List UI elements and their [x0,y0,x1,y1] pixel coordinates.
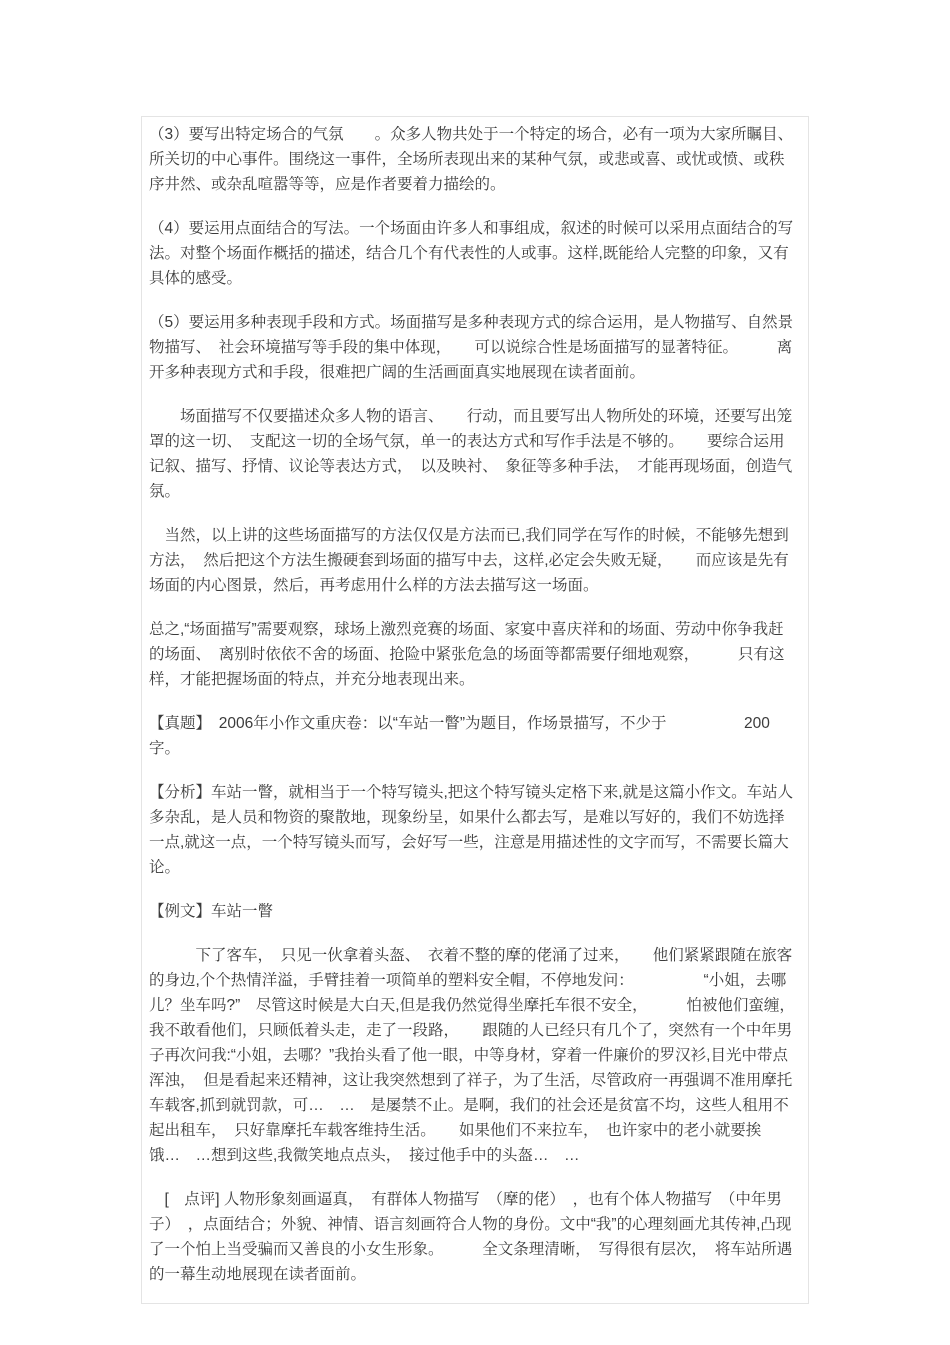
paragraph-exam-question: 【真题】 2006年小作文重庆卷：以“车站一瞥”为题目，作场景描写，不少于 200字。 [149,715,770,757]
paragraph-point-5-multiple-methods: （5）要运用多种表现手段和方式。场面描写是多种表现方式的综合运用，是人物描写、自然景物描写、 社会环境描写等手段的集中体现， 可以说综合性是场面描写的显著特征。 离开多种表现方式和手段，很难把广阔的生活画面真实地展现在读者面前。 [149,314,794,381]
paragraph-scene-description-summary: 场面描写不仅要描述众多人物的语言、 行动，而且要写出人物所处的环境，还要写出笼罩的这一切、 支配这一切的全场气氛，单一的表达方式和写作手法是不够的。 要综合运用记叙、描写、抒情、议论等表达方式， 以及映衬、 象征等多种手法， 才能再现场面，创造气氛。 [149,408,793,500]
paragraph-commentary: [ 点评] 人物形象刻画逼真， 有群体人物描写 （摩的佬） ，也有个体人物描写 （中年男子） ，点面结合；外貌、神情、语言刻画符合人物的身份。文中“我”的心理刻画尤其传神,凸现了一个怕上当受骗而又善良的小女生形象。 全文条理清晰， 写得很有层次， 将车站所遇的一幕生动地展现在读者面前。 [149,1191,793,1283]
paragraph-example-essay: 下了客车， 只见一伙拿着头盔、 衣着不整的摩的佬涌了过来， 他们紧紧跟随在旅客的身边,个个热情洋溢，手臂挂着一项简单的塑料安全帽，不停地发问： “小姐，去哪儿？坐车吗?” 尽管这时候是大白天,但是我仍然觉得坐摩托车很不安全， 怕被他们蛮缠， 我不敢看他们，只顾低着头走，走了一段路， 跟随的人已经只有几个了，突然有一个中年男子再次问我:“小姐，去哪？”我抬头看了他一眼，中等身材，穿着一件廉价的罗汉衫,目光中带点浑浊， 但是看起来还精神，这让我突然想到了祥子，为了生活，尽管政府一再强调不准用摩托车载客,抓到就罚款，可… … 是屡禁不止。是啊，我们的社会还是贫富不均，这些人租用不起出租车， 只好靠摩托车载客维持生活。 如果他们不来拉车， 也许家中的老小就要挨饿… …想到这些,我微笑地点点头， 接过他手中的头盔… … [149,947,803,1164]
paragraph-caution: 当然，以上讲的这些场面描写的方法仅仅是方法而已,我们同学在写作的时候，不能够先想到方法， 然后把这个方法生搬硬套到场面的描写中去，这样,必定会失败无疑， 而应该是先有场面的内心图景，然后，再考虑用什么样的方法去描写这一场面。 [149,527,789,594]
paragraph-conclusion: 总之,“场面描写”需要观察，球场上激烈竞赛的场面、家宴中喜庆祥和的场面、劳动中你争我赶的场面、 离别时依依不舍的场面、抢险中紧张危急的场面等都需要仔细地观察， 只有这样，才能把握场面的特点，并充分地表现出来。 [149,621,785,688]
paragraph-example-title: 【例文】车站一瞥 [149,903,274,920]
paragraph-point-4-point-surface: （4）要运用点面结合的写法。一个场面由许多人和事组成，叙述的时候可以采用点面结合的写法。对整个场面作概括的描述，结合几个有代表性的人或事。这样,既能给人完整的印象，又有具体的感受。 [149,220,794,287]
document-content-area [141,116,809,1304]
paragraph-point-3-atmosphere: （3）要写出特定场合的气氛 。众多人物共处于一个特定的场合，必有一项为大家所瞩目、所关切的中心事件。围绕这一事件，全场所表现出来的某种气氛，或悲或喜、或忧或愤、或秩序井然、或杂乱喧嚣等等，应是作者要着力描绘的。 [149,126,794,193]
paragraph-analysis: 【分析】车站一瞥，就相当于一个特写镜头,把这个特写镜头定格下来,就是这篇小作文。车站人多杂乱，是人员和物资的聚散地，现象纷呈，如果什么都去写，是难以写好的，我们不妨选择一点,就这一点，一个特写镜头而写，会好写一些，注意是用描述性的文字而写，不需要长篇大论。 [149,784,794,876]
